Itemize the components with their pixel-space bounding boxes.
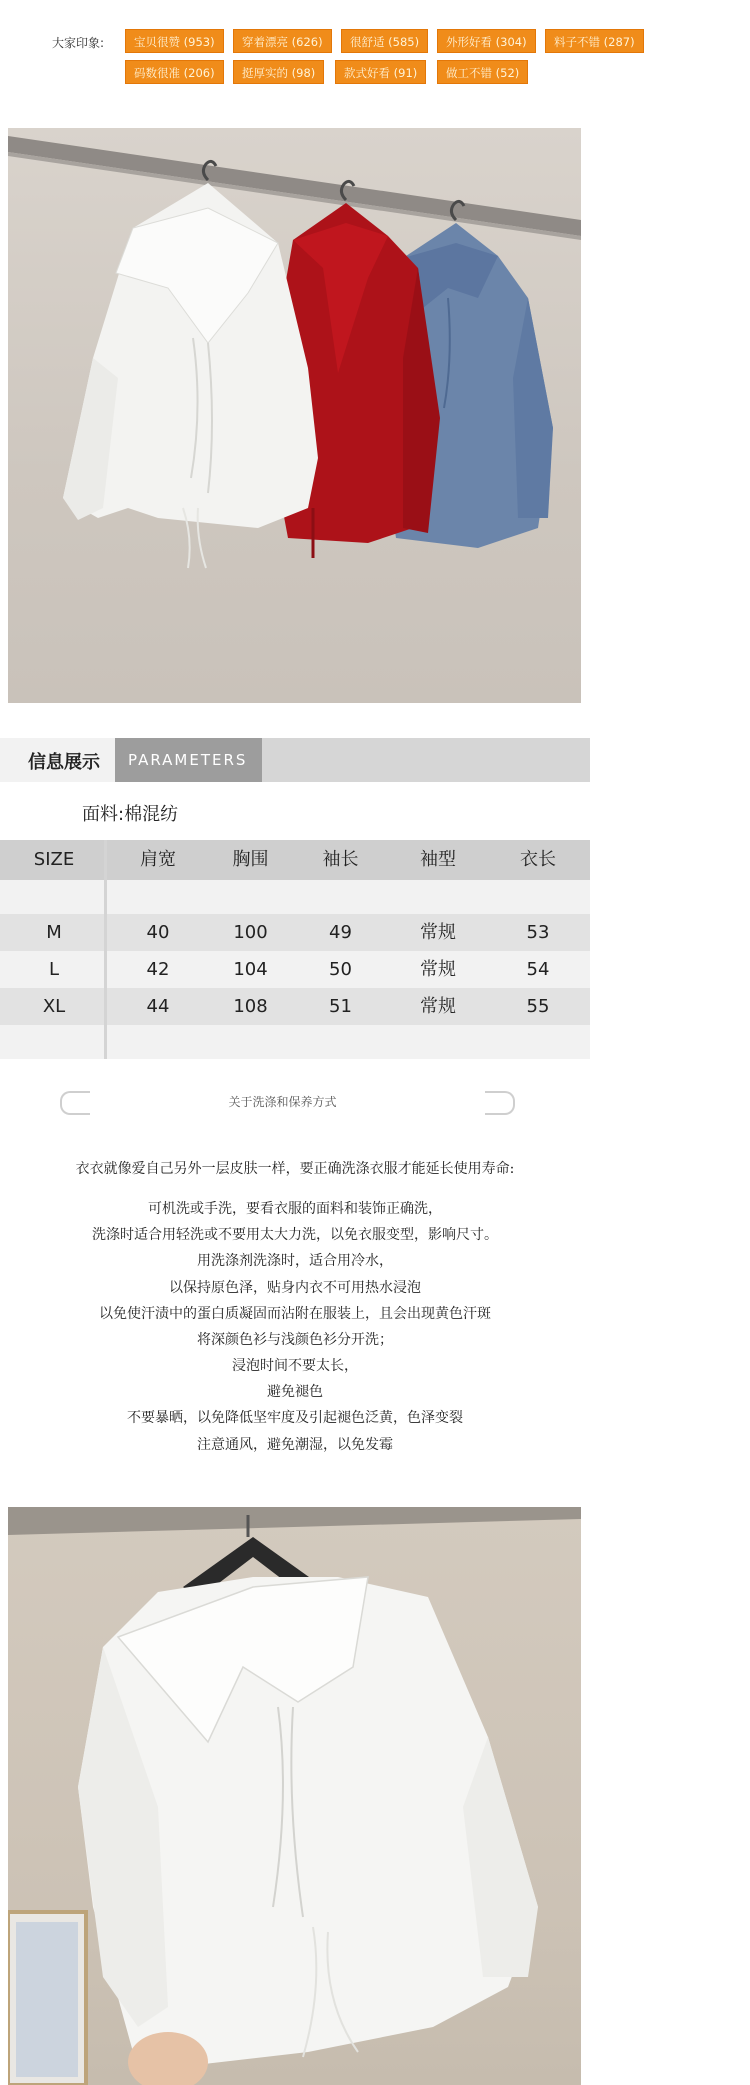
table-header-cell: 袖型 [420, 849, 456, 870]
product-photo-illustration [8, 128, 581, 703]
impression-tag[interactable]: 码数很准 (206) [125, 60, 224, 84]
table-cell: 51 [329, 996, 352, 1017]
washing-intro: 衣衣就像爱自己另外一层皮肤一样，要正确洗涤衣服才能延长使用寿命: [75, 1161, 515, 1177]
table-cell: 49 [329, 922, 352, 943]
impression-tag[interactable]: 外形好看 (304) [437, 29, 536, 53]
impression-tag[interactable]: 很舒适 (585) [341, 29, 428, 53]
table-header-cell: 衣长 [520, 849, 556, 870]
impression-tag[interactable]: 款式好看 (91) [335, 60, 426, 84]
table-cell: 44 [146, 996, 170, 1017]
table-cell: 40 [146, 922, 170, 943]
washing-line: 浸泡时间不要太长， [232, 1358, 358, 1374]
table-cell: 54 [526, 959, 550, 980]
impression-tag[interactable]: 料子不错 (287) [545, 29, 644, 53]
washing-title: 关于洗涤和保养方式 [228, 1095, 337, 1109]
impression-tag[interactable]: 穿着漂亮 (626) [233, 29, 332, 53]
parameters-title: 信息展示 [28, 752, 100, 773]
table-header-row [0, 840, 590, 880]
washing-line: 不要暴晒，以免降低坚牢度及引起褪色泛黄，色泽变裂 [127, 1410, 463, 1426]
product-photo-three-colors [8, 128, 581, 703]
table-cell: 常规 [420, 996, 456, 1017]
parameters-header [0, 738, 590, 782]
table-cell: 53 [526, 922, 550, 943]
table-header-cell: SIZE [33, 849, 75, 870]
washing-line: 注意通风，避免潮湿，以免发霉 [197, 1437, 393, 1453]
washing-line: 将深颜色衫与浅颜色衫分开洗； [197, 1332, 393, 1348]
table-cell: 104 [233, 959, 268, 980]
washing-line: 避免褪色 [267, 1384, 323, 1400]
fabric-info: 面料:棉混纺 [82, 804, 179, 825]
washing-line: 用洗涤剂洗涤时，适合用冷水， [197, 1253, 393, 1269]
table-cell: 50 [329, 959, 352, 980]
table-cell: L [48, 959, 60, 980]
parameters-subtitle: PARAMETERS [128, 751, 248, 769]
table-cell: XL [42, 996, 66, 1017]
table-cell: 常规 [420, 959, 456, 980]
impression-tag[interactable]: 挺厚实的 (98) [233, 60, 324, 84]
product-photo-white-closeup [8, 1507, 581, 2085]
table-cell: 42 [146, 959, 170, 980]
impressions-section [0, 0, 750, 110]
impression-tag[interactable]: 宝贝很赞 (953) [125, 29, 224, 53]
table-row [0, 914, 590, 951]
washing-line: 洗涤时适合用轻洗或不要用太大力洗，以免衣服变型，影响尺寸。 [92, 1227, 498, 1243]
table-column-divider [104, 840, 107, 1059]
table-header-cell: 胸围 [232, 849, 269, 870]
table-cell: 108 [233, 996, 268, 1017]
table-row [0, 951, 590, 988]
washing-line: 可机洗或手洗，要看衣服的面料和装饰正确洗， [148, 1201, 442, 1217]
table-header-cell: 肩宽 [140, 849, 176, 870]
table-cell: 100 [233, 922, 268, 943]
bracket-right-decoration [485, 1091, 515, 1115]
table-row-empty [0, 1025, 590, 1059]
table-cell: 常规 [420, 922, 456, 943]
impressions-label: 大家印象: [52, 36, 105, 50]
impression-tag[interactable]: 做工不错 (52) [437, 60, 528, 84]
washing-header [55, 1087, 510, 1117]
table-cell: 55 [526, 996, 550, 1017]
table-cell: M [46, 922, 62, 943]
washing-line: 以免使汗渍中的蛋白质凝固而沾附在服装上，且会出现黄色汗斑 [99, 1306, 491, 1322]
table-row-empty [0, 880, 590, 914]
table-row [0, 988, 590, 1025]
washing-line: 以保持原色泽，贴身内衣不可用热水浸泡 [169, 1280, 421, 1296]
table-header-cell: 袖长 [322, 849, 359, 870]
product-photo-illustration [8, 1507, 581, 2085]
